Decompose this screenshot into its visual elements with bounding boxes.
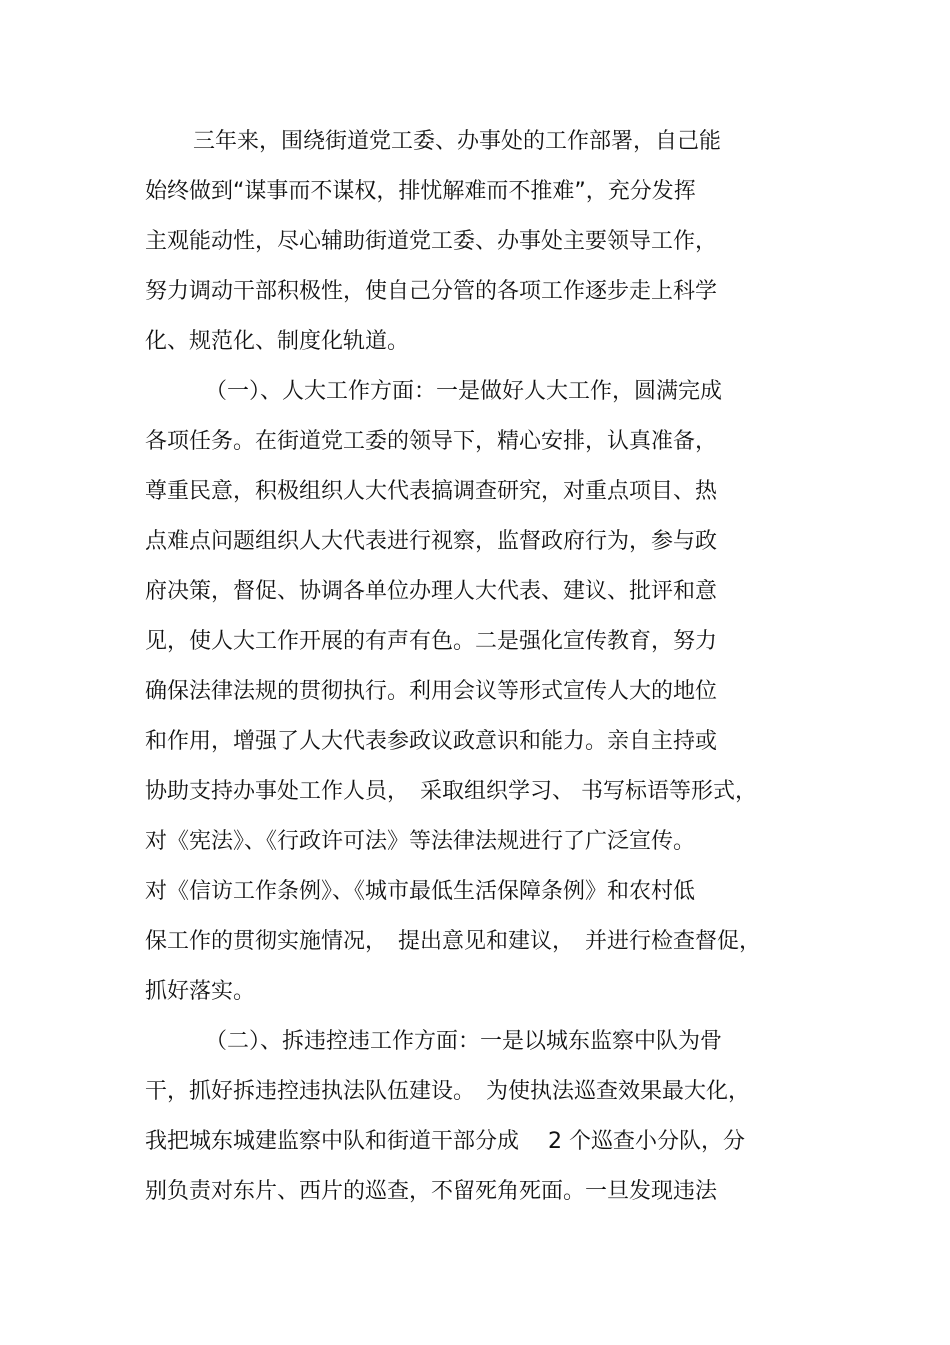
paragraph-2-line-10: 对《宪法》、《行政许可法》等法律法规进行了广泛宣传。	[145, 829, 696, 854]
paragraph-3-line-1: （二）、拆违控违工作方面：一是以城东监察中队为骨	[205, 1029, 723, 1054]
paragraph-1-line-1: 三年来，围绕街道党工委、办事处的工作部署，自己能	[193, 129, 722, 154]
paragraph-2-line-13: 抓好落实。	[145, 979, 256, 1004]
paragraph-1-line-4: 努力调动干部积极性，使自己分管的各项工作逐步走上科学	[145, 279, 718, 304]
paragraph-2-line-2: 各项任务。在街道党工委的领导下，精心安排，认真准备，	[145, 429, 718, 454]
paragraph-3-line-2: 干，抓好拆违控违执法队伍建设。 为使执法巡查效果最大化，	[145, 1079, 751, 1104]
paragraph-2-line-11: 对《信访工作条例》、《城市最低生活保障条例》和农村低	[145, 879, 696, 904]
paragraph-2-line-4: 点难点问题组织人大代表进行视察，监督政府行为，参与政	[145, 529, 718, 554]
paragraph-3-line-4: 别负责对东片、西片的巡查，不留死角死面。一旦发现违法	[145, 1179, 718, 1204]
paragraph-1-line-2: 始终做到“谋事而不谋权，排忧解难而不推难”，充分发挥	[145, 179, 696, 204]
paragraph-1-line-5: 化、规范化、制度化轨道。	[145, 329, 410, 354]
paragraph-3-line-3: 我把城东城建监察中队和街道干部分成 2 个巡查小分队，分	[145, 1129, 745, 1154]
paragraph-2-line-6: 见，使人大工作开展的有声有色。二是强化宣传教育，努力	[145, 629, 718, 654]
paragraph-2-line-5: 府决策，督促、协调各单位办理人大代表、建议、批评和意	[145, 579, 718, 604]
paragraph-2-line-7: 确保法律法规的贯彻执行。利用会议等形式宣传人大的地位	[145, 679, 718, 704]
paragraph-1-line-3: 主观能动性，尽心辅助街道党工委、办事处主要领导工作，	[145, 229, 718, 254]
paragraph-2-line-8: 和作用，增强了人大代表参政议政意识和能力。亲自主持或	[145, 729, 718, 754]
paragraph-2-line-3: 尊重民意，积极组织人大代表搞调查研究，对重点项目、热	[145, 479, 718, 504]
paragraph-2-line-1: （一）、人大工作方面：一是做好人大工作，圆满完成	[205, 379, 723, 404]
paragraph-2-line-12: 保工作的贯彻实施情况， 提出意见和建议， 并进行检查督促，	[145, 929, 762, 954]
paragraph-2-line-9: 协助支持办事处工作人员， 采取组织学习、 书写标语等形式，	[145, 779, 757, 804]
